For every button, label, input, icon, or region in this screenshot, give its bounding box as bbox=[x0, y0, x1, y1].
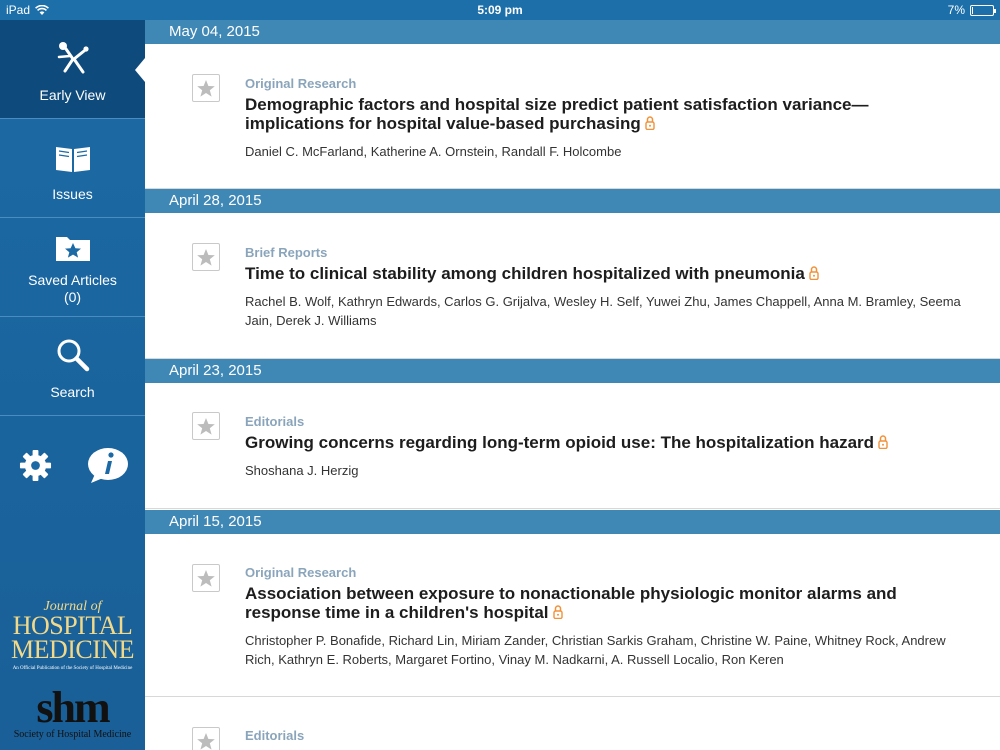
open-lock-icon bbox=[553, 605, 563, 619]
article-category: Original Research bbox=[245, 76, 357, 91]
book-icon bbox=[54, 143, 92, 175]
star-icon bbox=[196, 569, 216, 588]
open-lock-icon bbox=[645, 116, 655, 130]
journal-logo-tagline: An Official Publication of the Society of Hospital Medicine bbox=[12, 666, 133, 671]
open-lock-icon bbox=[878, 435, 888, 449]
list-item[interactable] bbox=[145, 44, 1000, 189]
article-title-text: Growing concerns regarding long-term opioid use: The hospitalization hazard bbox=[245, 433, 875, 452]
sidebar-item-early-view[interactable] bbox=[0, 20, 145, 119]
list-item[interactable] bbox=[145, 534, 1000, 697]
sidebar-item-label: Early View bbox=[39, 87, 106, 103]
society-logo-name: Society of Hospital Medicine bbox=[13, 729, 132, 740]
status-bar bbox=[0, 0, 1000, 20]
article-category: Brief Reports bbox=[245, 245, 328, 260]
article-authors: Daniel C. McFarland, Katherine A. Ornstein, Randall F. Holcombe bbox=[245, 144, 622, 159]
journal-logo-small: Journal of bbox=[43, 599, 102, 614]
favorite-button[interactable] bbox=[192, 74, 220, 102]
article-authors: Christopher P. Bonafide, Richard Lin, Miriam Zander, Christian Sarkis Graham, Christine W. Paine, Whitney Rock, Andrew Rich, Kathryn E. Roberts, Margaret Fortino, Vinay M. Nadkarni, A. Russell Localio, Ron Keren bbox=[245, 633, 946, 667]
favorite-button[interactable] bbox=[192, 564, 220, 592]
date-header: April 23, 2015 bbox=[145, 359, 1000, 383]
device-name: iPad bbox=[6, 3, 31, 17]
list-item[interactable] bbox=[145, 213, 1000, 359]
favorite-button[interactable] bbox=[192, 412, 220, 440]
society-logo-mark: shm bbox=[36, 683, 109, 732]
star-icon bbox=[196, 417, 216, 436]
battery-icon bbox=[970, 5, 994, 16]
open-lock-icon bbox=[809, 266, 819, 280]
article-category: Original Research bbox=[245, 565, 357, 580]
favorite-button[interactable] bbox=[192, 243, 220, 271]
saved-articles-count: (0) bbox=[63, 289, 82, 305]
gear-icon[interactable] bbox=[19, 449, 52, 482]
article-title[interactable] bbox=[245, 433, 965, 452]
info-icon[interactable] bbox=[87, 447, 129, 485]
article-title[interactable] bbox=[245, 264, 965, 283]
society-logo bbox=[0, 683, 145, 741]
article-title-text: Association between exposure to nonactionable physiologic monitor alarms and response time in a children's hospital bbox=[245, 584, 897, 622]
article-title[interactable] bbox=[245, 95, 965, 133]
article-authors: Shoshana J. Herzig bbox=[245, 463, 359, 478]
journal-logo-line1: HOSPITAL bbox=[12, 611, 133, 640]
sidebar-item-label: Saved Articles bbox=[28, 272, 117, 288]
folder-star-icon bbox=[54, 232, 92, 264]
date-header: April 28, 2015 bbox=[145, 189, 1000, 213]
date-header: April 15, 2015 bbox=[145, 510, 1000, 534]
sidebar-item-label: Search bbox=[50, 384, 95, 400]
date-header: May 04, 2015 bbox=[145, 20, 1000, 44]
journal-logo bbox=[0, 600, 145, 671]
article-category: Editorials bbox=[245, 414, 305, 429]
article-authors: Rachel B. Wolf, Kathryn Edwards, Carlos G. Grijalva, Wesley H. Self, Yuwei Zhu, James Chappell, Anna M. Bramley, Seema Jain, Derek J. Williams bbox=[245, 294, 961, 328]
list-item[interactable] bbox=[145, 697, 1000, 750]
article-list[interactable] bbox=[145, 20, 1000, 750]
article-title-text: Time to clinical stability among children hospitalized with pneumonia bbox=[245, 264, 805, 283]
favorite-button[interactable] bbox=[192, 727, 220, 750]
status-time: 5:09 pm bbox=[477, 3, 523, 17]
star-icon bbox=[196, 248, 216, 267]
list-item[interactable] bbox=[145, 383, 1000, 509]
star-icon bbox=[196, 79, 216, 98]
article-category: Editorials bbox=[245, 728, 305, 743]
early-view-icon bbox=[53, 37, 93, 77]
star-icon bbox=[196, 732, 216, 750]
sidebar-item-saved-articles[interactable] bbox=[0, 218, 145, 317]
sidebar-tools bbox=[0, 419, 145, 509]
journal-logo-line2: MEDICINE bbox=[10, 635, 135, 664]
sidebar-item-label: Issues bbox=[52, 186, 93, 202]
sidebar-item-search[interactable] bbox=[0, 317, 145, 416]
active-indicator bbox=[135, 58, 145, 82]
article-title[interactable] bbox=[245, 584, 965, 622]
search-icon bbox=[55, 337, 91, 373]
sidebar bbox=[0, 20, 145, 750]
sidebar-item-issues[interactable] bbox=[0, 119, 145, 218]
battery-percent: 7% bbox=[947, 3, 965, 17]
article-title-text: Demographic factors and hospital size predict patient satisfaction variance—implications for hospital value-based purchasing bbox=[245, 95, 869, 133]
